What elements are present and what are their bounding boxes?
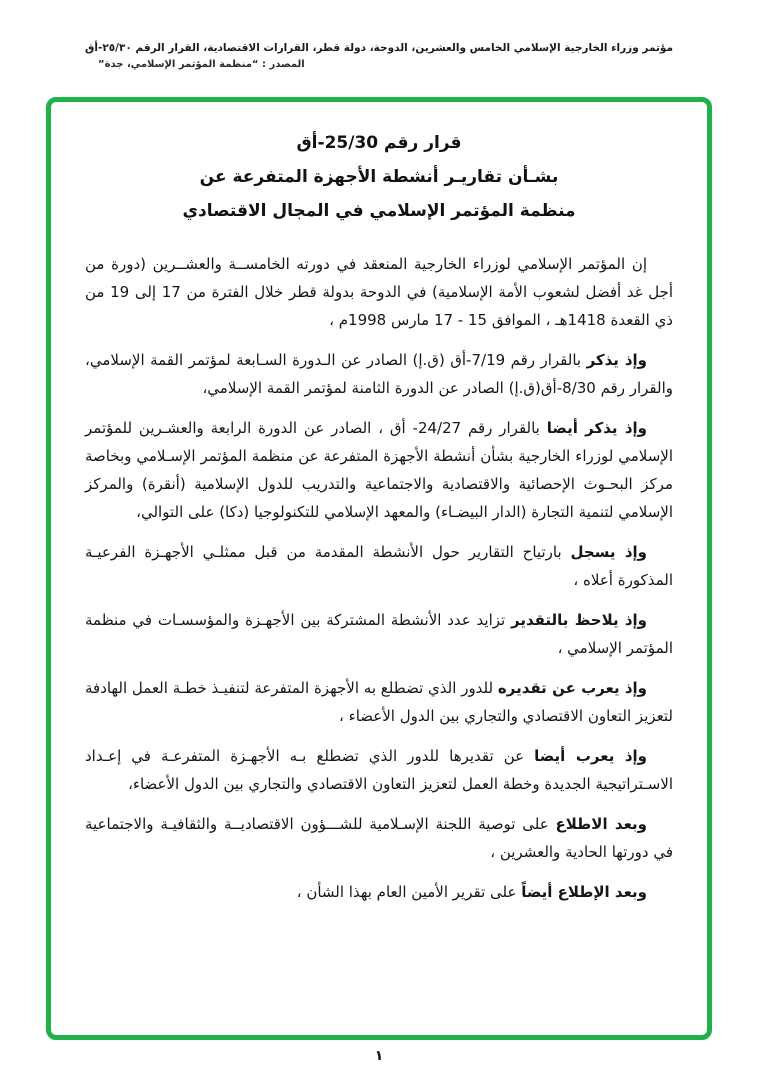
paragraph-lead: وإذ يسجل: [570, 543, 647, 561]
paragraph-text: بالقرار رقم 7/19-أق (ق.إ) الصادر عن الـدورة السـابعة لمؤتمر القمة الإسلامي، والقرار رقم 8/30-أق(ق.إ) الصادر عن الدورة الثامنة لمؤتمر القمة الإسلامي،: [85, 351, 673, 397]
paragraph-lead: وإذ يذكر: [586, 351, 647, 369]
paragraph-text: بالقرار رقم 24/27- أق ، الصادر عن الدورة الرابعة والعشـرين للمؤتمر الإسلامي لوزراء الخارجية بشأن أنشطة الأجهزة المتفرعة عن منظمة المؤتمر الإسـلامي وبخاصة مركز البحـوث الإحصائية والاقتصادية والاجتماعية والتدريب للدول الإسلامية (أنقرة) والمركز الإسلامي لتنمية التجارة (الدار البيضـاء) والمعهد الإسلامي للتكنولوجيا (دكا) على التوالي،: [85, 419, 673, 521]
paragraph-lead: وإذ يعرب عن تقديره: [497, 679, 647, 697]
paragraph-recalling-also: [85, 414, 673, 526]
title-line-3: منظمة المؤتمر الإسلامي في المجال الاقتصادي: [182, 201, 576, 221]
paragraph-expressing-also: [85, 742, 673, 798]
paragraph-recalling: [85, 346, 673, 402]
resolution-body: [85, 250, 673, 906]
resolution-title: [85, 126, 673, 228]
paragraph-expressing-appreciation: [85, 674, 673, 730]
paragraph-having-considered-also: [85, 878, 673, 906]
title-line-1: قرار رقم 25/30-أق: [296, 133, 462, 153]
paragraph-lead: وبعد الاطلاع: [555, 815, 647, 833]
paragraph-text: بارتياح التقارير حول الأنشطة المقدمة من قبل ممثلـي الأجهـزة الفرعيـة المذكورة أعلاه ،: [85, 543, 673, 589]
paragraph-text: تزايد عدد الأنشطة المشتركة بين الأجهـزة والمؤسسـات في منظمة المؤتمر الإسلامي ،: [85, 611, 673, 657]
paragraph-lead: وإذ يلاحظ بالتقدير: [511, 611, 648, 629]
paragraph-text: على تقرير الأمين العام بهذا الشأن ،: [296, 883, 522, 901]
paragraph-lead: وإذ يعرب أيضا: [534, 747, 647, 765]
header-source: المصدر : “منظمة المؤتمر الإسلامي، جدة”: [98, 59, 305, 70]
paragraph-noting-appreciation: [85, 606, 673, 662]
document-border: [46, 97, 712, 1040]
paragraph-text: إن المؤتمر الإسلامي لوزراء الخارجية المنعقد في دورته الخامســة والعشــرين (دورة من أجل غد أفضل لشعوب الأمة الإسلامية) في الدوحة بدولة قطر خلال الفترة من 17 إلى 19 من ذي القعدة 1418هـ ، الموافق 15 - 17 مارس 1998م ،: [85, 255, 673, 329]
page-number: ١: [374, 1048, 384, 1064]
paragraph-text: عن تقديرها للدور الذي تضطلع بـه الأجهـزة المتفرعـة في إعـداد الاسـتراتيجية الجديدة وخطة العمل لتعزيز التعاون الاقتصادي والتجاري بين الدول الأعضاء،: [85, 747, 673, 793]
title-line-2: بشـأن تقاريـر أنشطة الأجهزة المتفرعة عن: [199, 167, 559, 187]
paragraph-lead: وبعد الإطلاع أيضاً: [521, 883, 647, 901]
document-header: [0, 42, 758, 70]
paragraph-preamble: [85, 250, 673, 334]
paragraph-having-considered: [85, 810, 673, 866]
header-citation: مؤتمر وزراء الخارجية الإسلامي الخامس والعشرين، الدوحة، دولة قطر، القرارات الاقتصادية، القرار الرقم ٢٥/٣٠-أق: [84, 42, 674, 54]
paragraph-text: للدور الذي تضطلع به الأجهزة المتفرعة لتنفيـذ خطـة العمل الهادفة لتعزيز التعاون الاقتصادي والتجاري بين الدول الأعضاء ،: [85, 679, 673, 725]
paragraph-noting-reports: [85, 538, 673, 594]
paragraph-lead: وإذ يذكر أيضا: [546, 419, 647, 437]
paragraph-text: على توصية اللجنة الإسـلامية للشـــؤون الاقتصاديــة والثقافيـة والاجتماعية في دورتها الحادية والعشرين ،: [85, 815, 673, 861]
